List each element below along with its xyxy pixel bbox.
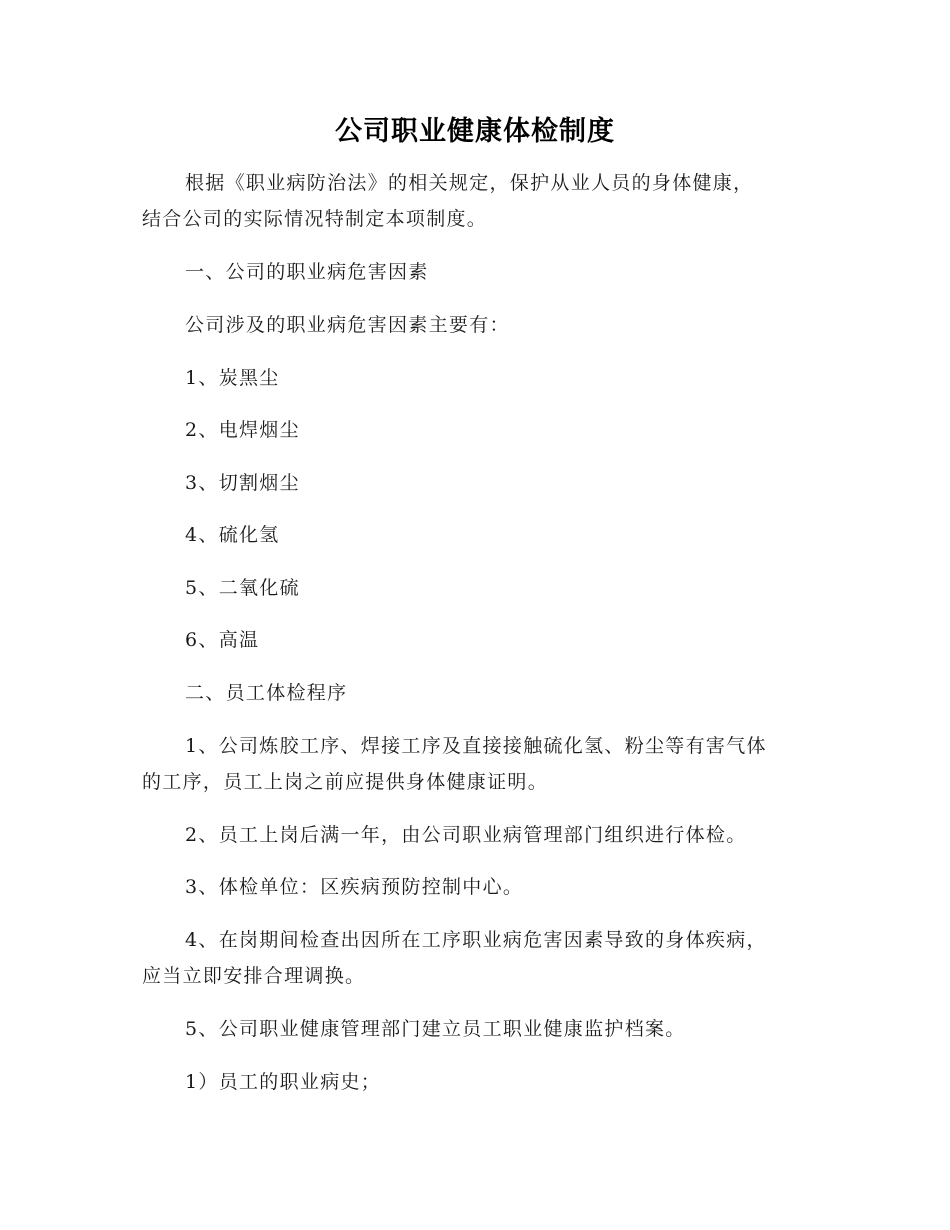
- hazard-item: 6、高温: [185, 629, 260, 651]
- section1-heading: 一、公司的职业病危害因素: [185, 261, 429, 283]
- procedure-item-4: [142, 922, 822, 994]
- procedure-item-5: 5、公司职业健康管理部门建立员工职业健康监护档案。: [185, 1018, 686, 1040]
- intro-paragraph: [142, 165, 822, 237]
- intro-line-1: 根据《职业病防治法》的相关规定，保护从业人员的身体健康，: [185, 172, 754, 194]
- procedure-item-2: 2、员工上岗后满一年，由公司职业病管理部门组织进行体检。: [185, 824, 747, 846]
- procedure-item-4-line-1: 4、在岗期间检查出因所在工序职业病危害因素导致的身体疾病，: [185, 929, 767, 951]
- hazard-item: 1、炭黑尘: [185, 367, 280, 389]
- procedure-item-3: 3、体检单位：区疾病预防控制中心。: [185, 876, 524, 898]
- intro-line-2: 结合公司的实际情况特制定本项制度。: [142, 208, 488, 230]
- section1-lead: 公司涉及的职业病危害因素主要有：: [185, 314, 510, 336]
- procedure-item-1: [142, 728, 822, 800]
- procedure-sub-item-1: 1）员工的职业病史；: [185, 1071, 382, 1093]
- procedure-item-1-line-1: 1、公司炼胶工序、焊接工序及直接接触硫化氢、粉尘等有害气体: [185, 735, 767, 757]
- procedure-item-1-line-2: 的工序，员工上岗之前应提供身体健康证明。: [142, 771, 549, 793]
- procedure-item-4-line-2: 应当立即安排合理调换。: [142, 965, 366, 987]
- hazard-item: 3、切割烟尘: [185, 472, 300, 494]
- hazard-item: 5、二氧化硫: [185, 577, 300, 599]
- hazard-item: 2、电焊烟尘: [185, 419, 300, 441]
- section2-heading: 二、员工体检程序: [185, 682, 348, 704]
- document-title: 公司职业健康体检制度: [335, 116, 615, 147]
- hazard-item: 4、硫化氢: [185, 524, 280, 546]
